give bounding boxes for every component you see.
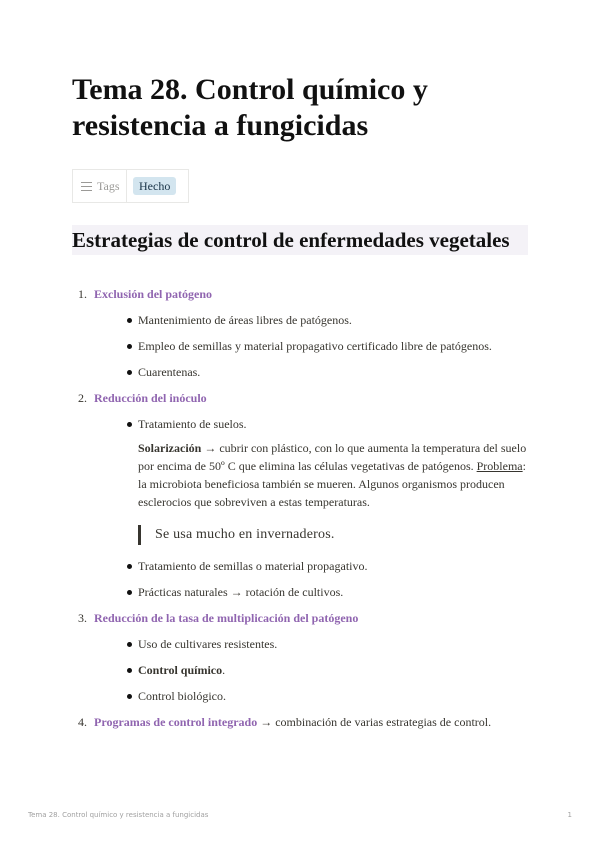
list-number: 2. bbox=[78, 391, 87, 405]
bullet-item: Cuarentenas. bbox=[94, 363, 528, 381]
list-item-heading: Reducción de la tasa de multiplicación del patógeno bbox=[94, 611, 359, 625]
bullet-item: Mantenimiento de áreas libres de patógenos. bbox=[94, 311, 528, 329]
list-item-heading: Reducción del inóculo bbox=[94, 391, 207, 405]
problem-text: : la microbiota beneficiosa también se mueren. Algunos organismos producen esclerocios que sobreviven a estas temperaturas. bbox=[138, 459, 526, 509]
bullet-suffix: . bbox=[222, 663, 226, 677]
problem-label: Problema bbox=[476, 459, 523, 473]
bullet-item: Empleo de semillas y material propagativo certificado libre de patógenos. bbox=[94, 337, 528, 355]
properties-table bbox=[72, 169, 189, 203]
list-number: 3. bbox=[78, 611, 87, 625]
tags-label: Tags bbox=[97, 178, 120, 193]
list-item-heading: Exclusión del patógeno bbox=[94, 287, 213, 301]
page-footer bbox=[28, 811, 572, 819]
bullet-item: Prácticas naturales → rotación de cultivos. bbox=[94, 583, 528, 601]
section-heading: Estrategias de control de enfermedades vegetales bbox=[72, 225, 528, 255]
bullet-item bbox=[94, 661, 528, 679]
page-number: 1 bbox=[567, 811, 572, 819]
solarization-paragraph bbox=[94, 439, 528, 511]
page-title: Tema 28. Control químico y resistencia a fungicidas bbox=[72, 73, 428, 142]
tags-property-key[interactable] bbox=[73, 170, 127, 202]
solarization-text: → cubrir con plástico, con lo que aumenta la temperatura del suelo por encima de 50º C que elimina las células vegetativas de patógenos. bbox=[138, 441, 527, 473]
tags-property-value[interactable] bbox=[127, 170, 188, 202]
bullet-item: Control biológico. bbox=[94, 687, 528, 705]
list-item bbox=[72, 285, 528, 381]
tag-badge[interactable]: Hecho bbox=[133, 177, 176, 195]
list-number: 1. bbox=[78, 287, 87, 301]
bullet-item: Tratamiento de semillas o material propagativo. bbox=[94, 557, 528, 575]
footer-title: Tema 28. Control químico y resistencia a fungicidas bbox=[28, 811, 209, 819]
numbered-list bbox=[72, 285, 528, 731]
list-item-heading: Programas de control integrado bbox=[94, 715, 258, 729]
list-item bbox=[72, 713, 528, 731]
quote-block: Se usa mucho en invernaderos. bbox=[138, 525, 528, 545]
list-item-text: → combinación de varias estrategias de control. bbox=[257, 715, 492, 729]
list-item bbox=[72, 609, 528, 705]
chemical-control-label: Control químico bbox=[138, 663, 223, 677]
bullet-item: Uso de cultivares resistentes. bbox=[94, 635, 528, 653]
list-number: 4. bbox=[78, 715, 87, 729]
list-icon bbox=[81, 182, 92, 191]
bullet-item: Tratamiento de suelos. bbox=[94, 415, 528, 433]
solarization-term: Solarización bbox=[138, 441, 202, 455]
list-item bbox=[72, 389, 528, 601]
